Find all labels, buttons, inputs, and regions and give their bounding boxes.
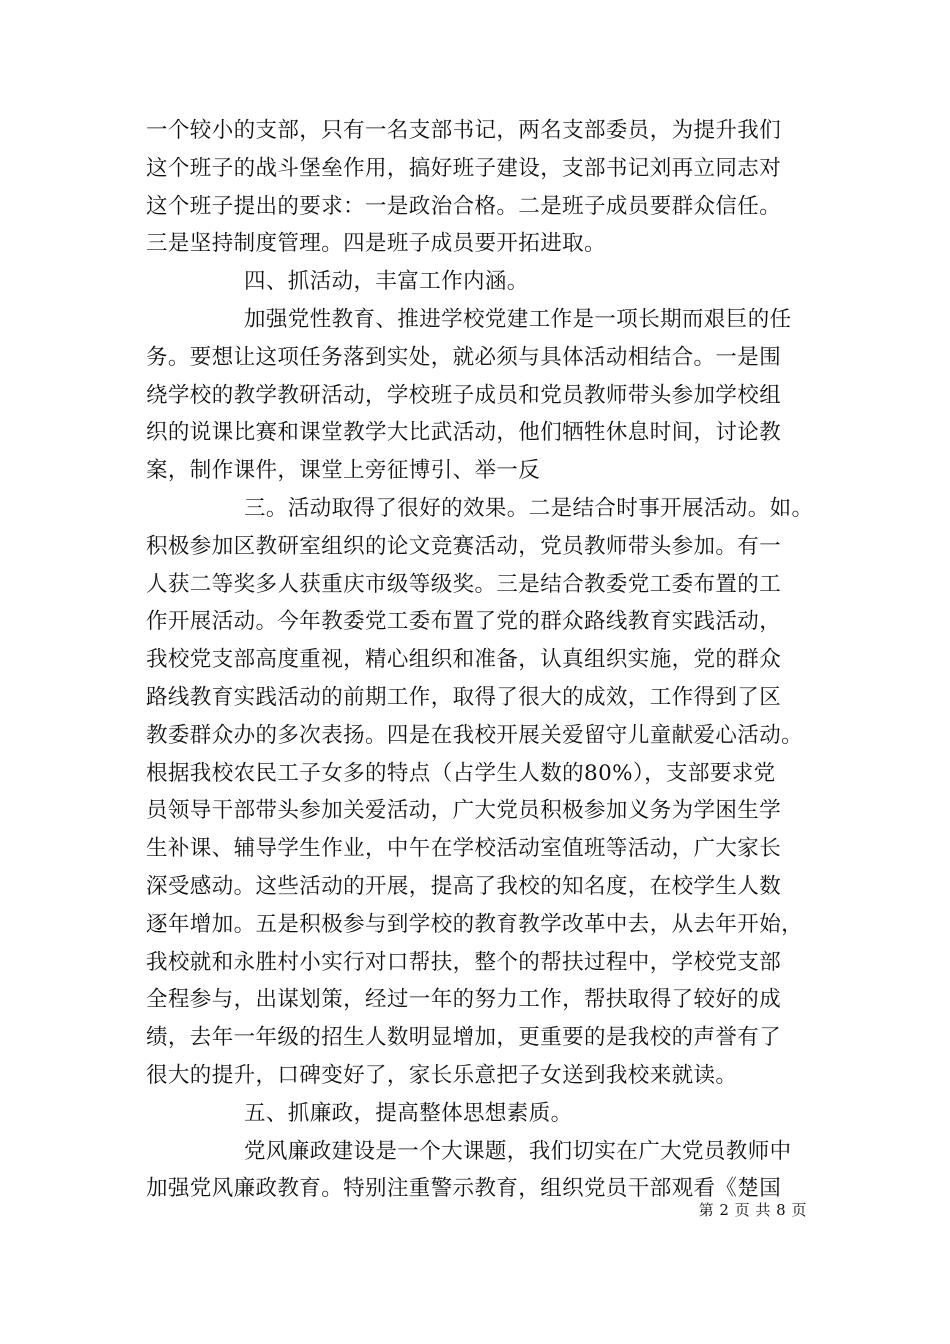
body-text [146,112,836,1208]
text-line: 教委群众办的多次表扬。四是在我校开展关爱留守儿童献爱心活动。 [146,722,804,748]
text-line: 案，制作课件，课堂上旁征博引、举一反 [146,458,541,484]
text-line: 我校党支部高度重视，精心组织和准备，认真组织实施，党的群众 [146,647,782,673]
text-line: 路线教育实践活动的前期工作，取得了很大的成效，工作得到了区 [146,684,782,710]
text-line: 加强党风廉政教育。特别注重警示教育，组织党员干部观看《楚国 [146,1176,782,1202]
text-line: 绕学校的教学教研活动，学校班子成员和党员教师带头参加学校组 [146,382,782,408]
section-heading-integrity: 五、抓廉政，提高整体思想素质。 [244,1100,573,1126]
text-line: 这个班子提出的要求：一是政治合格。二是班子成员要群众信任。 [146,193,782,219]
text-line: 全程参与，出谋划策，经过一年的努力工作，帮扶取得了较好的成 [146,987,782,1013]
section-heading-activities: 四、抓活动，丰富工作内涵。 [244,269,529,295]
text-line: 生补课、辅导学生作业，中午在学校活动室值班等活动，广大家长 [146,836,782,862]
page-number: 第 2 页 共 8 页 [698,1201,807,1219]
text-line: 一个较小的支部，只有一名支部书记，两名支部委员，为提升我们 [146,118,782,143]
text-line: 深受感动。这些活动的开展，提高了我校的知名度，在校学生人数 [146,873,782,899]
text-line: 逐年增加。五是积极参与到学校的教育教学改革中去，从去年开始， [146,911,804,937]
text-line: 人获二等奖多人获重庆市级等级奖。三是结合教委党工委布置的工 [146,571,782,597]
text-line: 务。要想让这项任务落到实处，就必须与具体活动相结合。一是围 [146,344,782,370]
text-line: 三。活动取得了很好的效果。二是结合时事开展活动。如。 [244,495,814,521]
text-line: 这个班子的战斗堡垒作用，搞好班子建设，支部书记刘再立同志对 [146,155,782,181]
text-line: 绩，去年一年级的招生人数明显增加，更重要的是我校的声誉有了 [146,1025,782,1051]
text-line: 三是坚持制度管理。四是班子成员要开拓进取。 [146,231,606,257]
text-line: 党风廉政建设是一个大课题，我们切实在广大党员教师中 [244,1138,792,1164]
text-line: 员领导干部带头参加关爱活动，广大党员积极参加义务为学困生学 [146,798,782,824]
text-line: 积极参加区教研室组织的论文竞赛活动，党员教师带头参加。有一 [146,533,782,559]
text-line: 织的说课比赛和课堂教学大比武活动，他们牺牲休息时间，讨论教 [146,420,782,446]
text-line: 根据我校农民工子女多的特点（占学生人数的80%），支部要求党 [146,760,776,786]
text-line: 作开展活动。今年教委党工委布置了党的群众路线教育实践活动， [146,609,782,635]
text-line: 我校就和永胜村小实行对口帮扶，整个的帮扶过程中，学校党支部 [146,949,782,975]
text-line: 加强党性教育、推进学校党建工作是一项长期而艰巨的任 [244,306,792,332]
text-line: 很大的提升，口碑变好了，家长乐意把子女送到我校来就读。 [146,1062,738,1088]
